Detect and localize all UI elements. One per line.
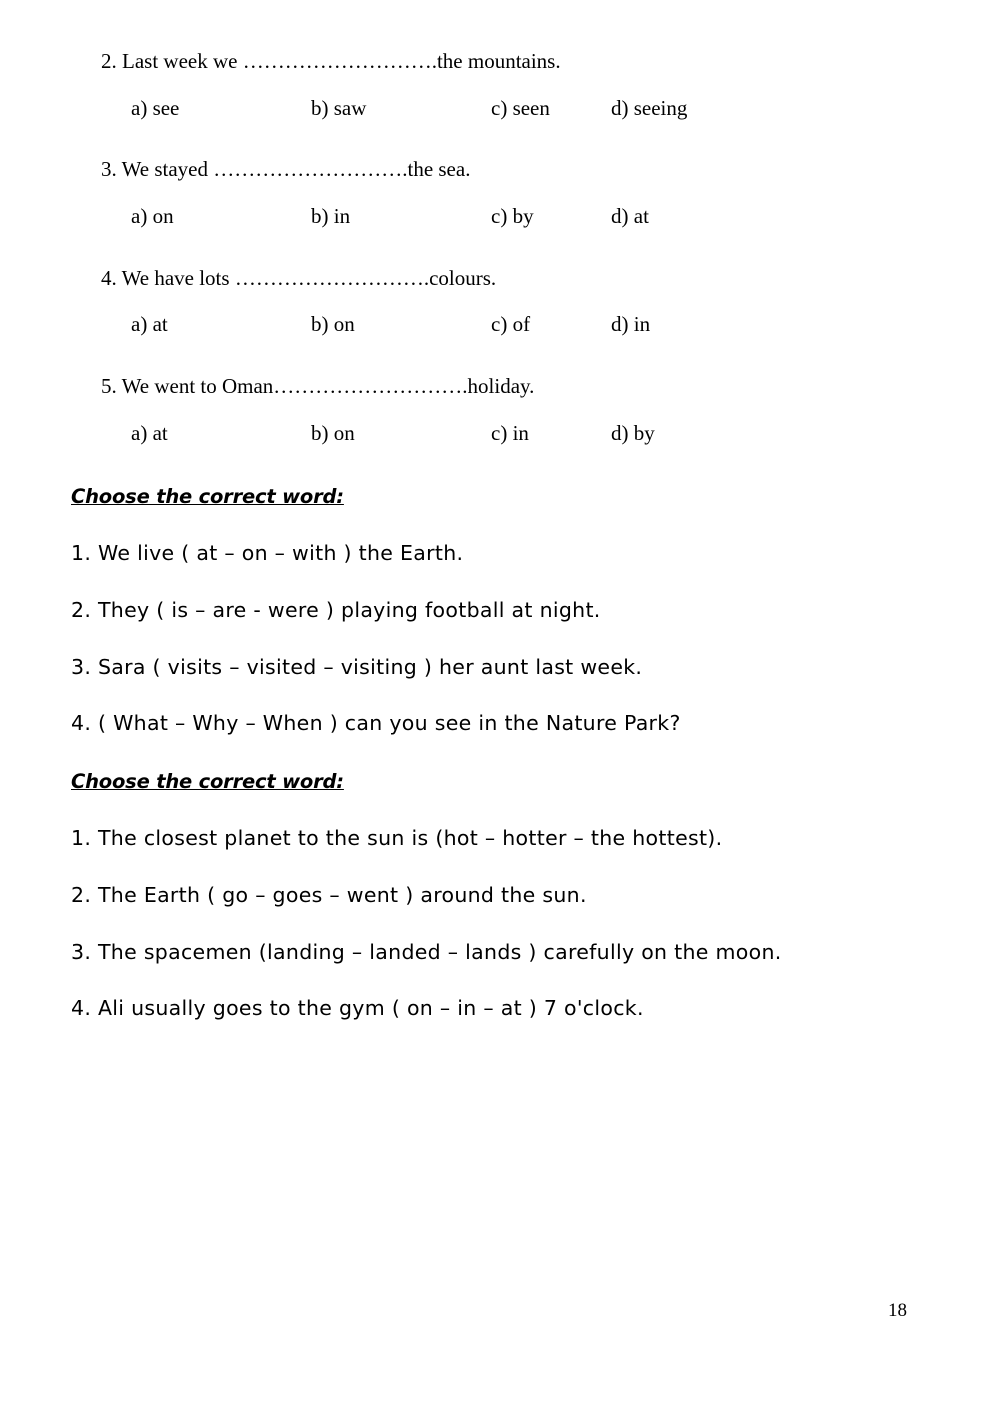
question-2-stem: 2. Last week we ……………………….the mountains. [101,49,561,73]
section-1-item-1: 1. We live ( at – on – with ) the Earth. [71,541,464,565]
section-1-item-4: 4. ( What – Why – When ) can you see in the Nature Park? [71,711,681,735]
question-4-option-c: c) of [491,312,531,336]
question-3-option-b: b) in [311,204,351,228]
question-4-stem: 4. We have lots ……………………….colours. [101,266,497,290]
question-5-option-d: d) by [611,421,655,445]
question-3-option-a: a) on [131,204,174,228]
question-5-stem: 5. We went to Oman……………………….holiday. [101,374,535,398]
question-2-option-b: b) saw [311,96,367,120]
section-2-item-2: 2. The Earth ( go – goes – went ) around the sun. [71,883,587,907]
section-2-item-3: 3. The spacemen (landing – landed – lands ) carefully on the moon. [71,940,782,964]
question-2-option-d: d) seeing [611,96,688,120]
question-3-option-c: c) by [491,204,534,228]
section-2-heading: Choose the correct word: [71,770,344,793]
section-1-item-2: 2. They ( is – are - were ) playing football at night. [71,598,601,622]
question-3-option-d: d) at [611,204,649,228]
question-2-option-a: a) see [131,96,180,120]
question-4-option-d: d) in [611,312,651,336]
question-5-option-b: b) on [311,421,355,445]
question-5-option-a: a) at [131,421,168,445]
question-4-option-b: b) on [311,312,355,336]
section-2-item-4: 4. Ali usually goes to the gym ( on – in – at ) 7 o'clock. [71,996,644,1020]
question-3-stem: 3. We stayed ……………………….the sea. [101,157,471,181]
question-4-option-a: a) at [131,312,168,336]
section-1-heading: Choose the correct word: [71,485,344,508]
question-5-option-c: c) in [491,421,529,445]
page-number: 18 [888,1300,907,1321]
question-2-option-c: c) seen [491,96,550,120]
section-2-item-1: 1. The closest planet to the sun is (hot – hotter – the hottest). [71,826,723,850]
section-1-item-3: 3. Sara ( visits – visited – visiting ) her aunt last week. [71,655,643,679]
